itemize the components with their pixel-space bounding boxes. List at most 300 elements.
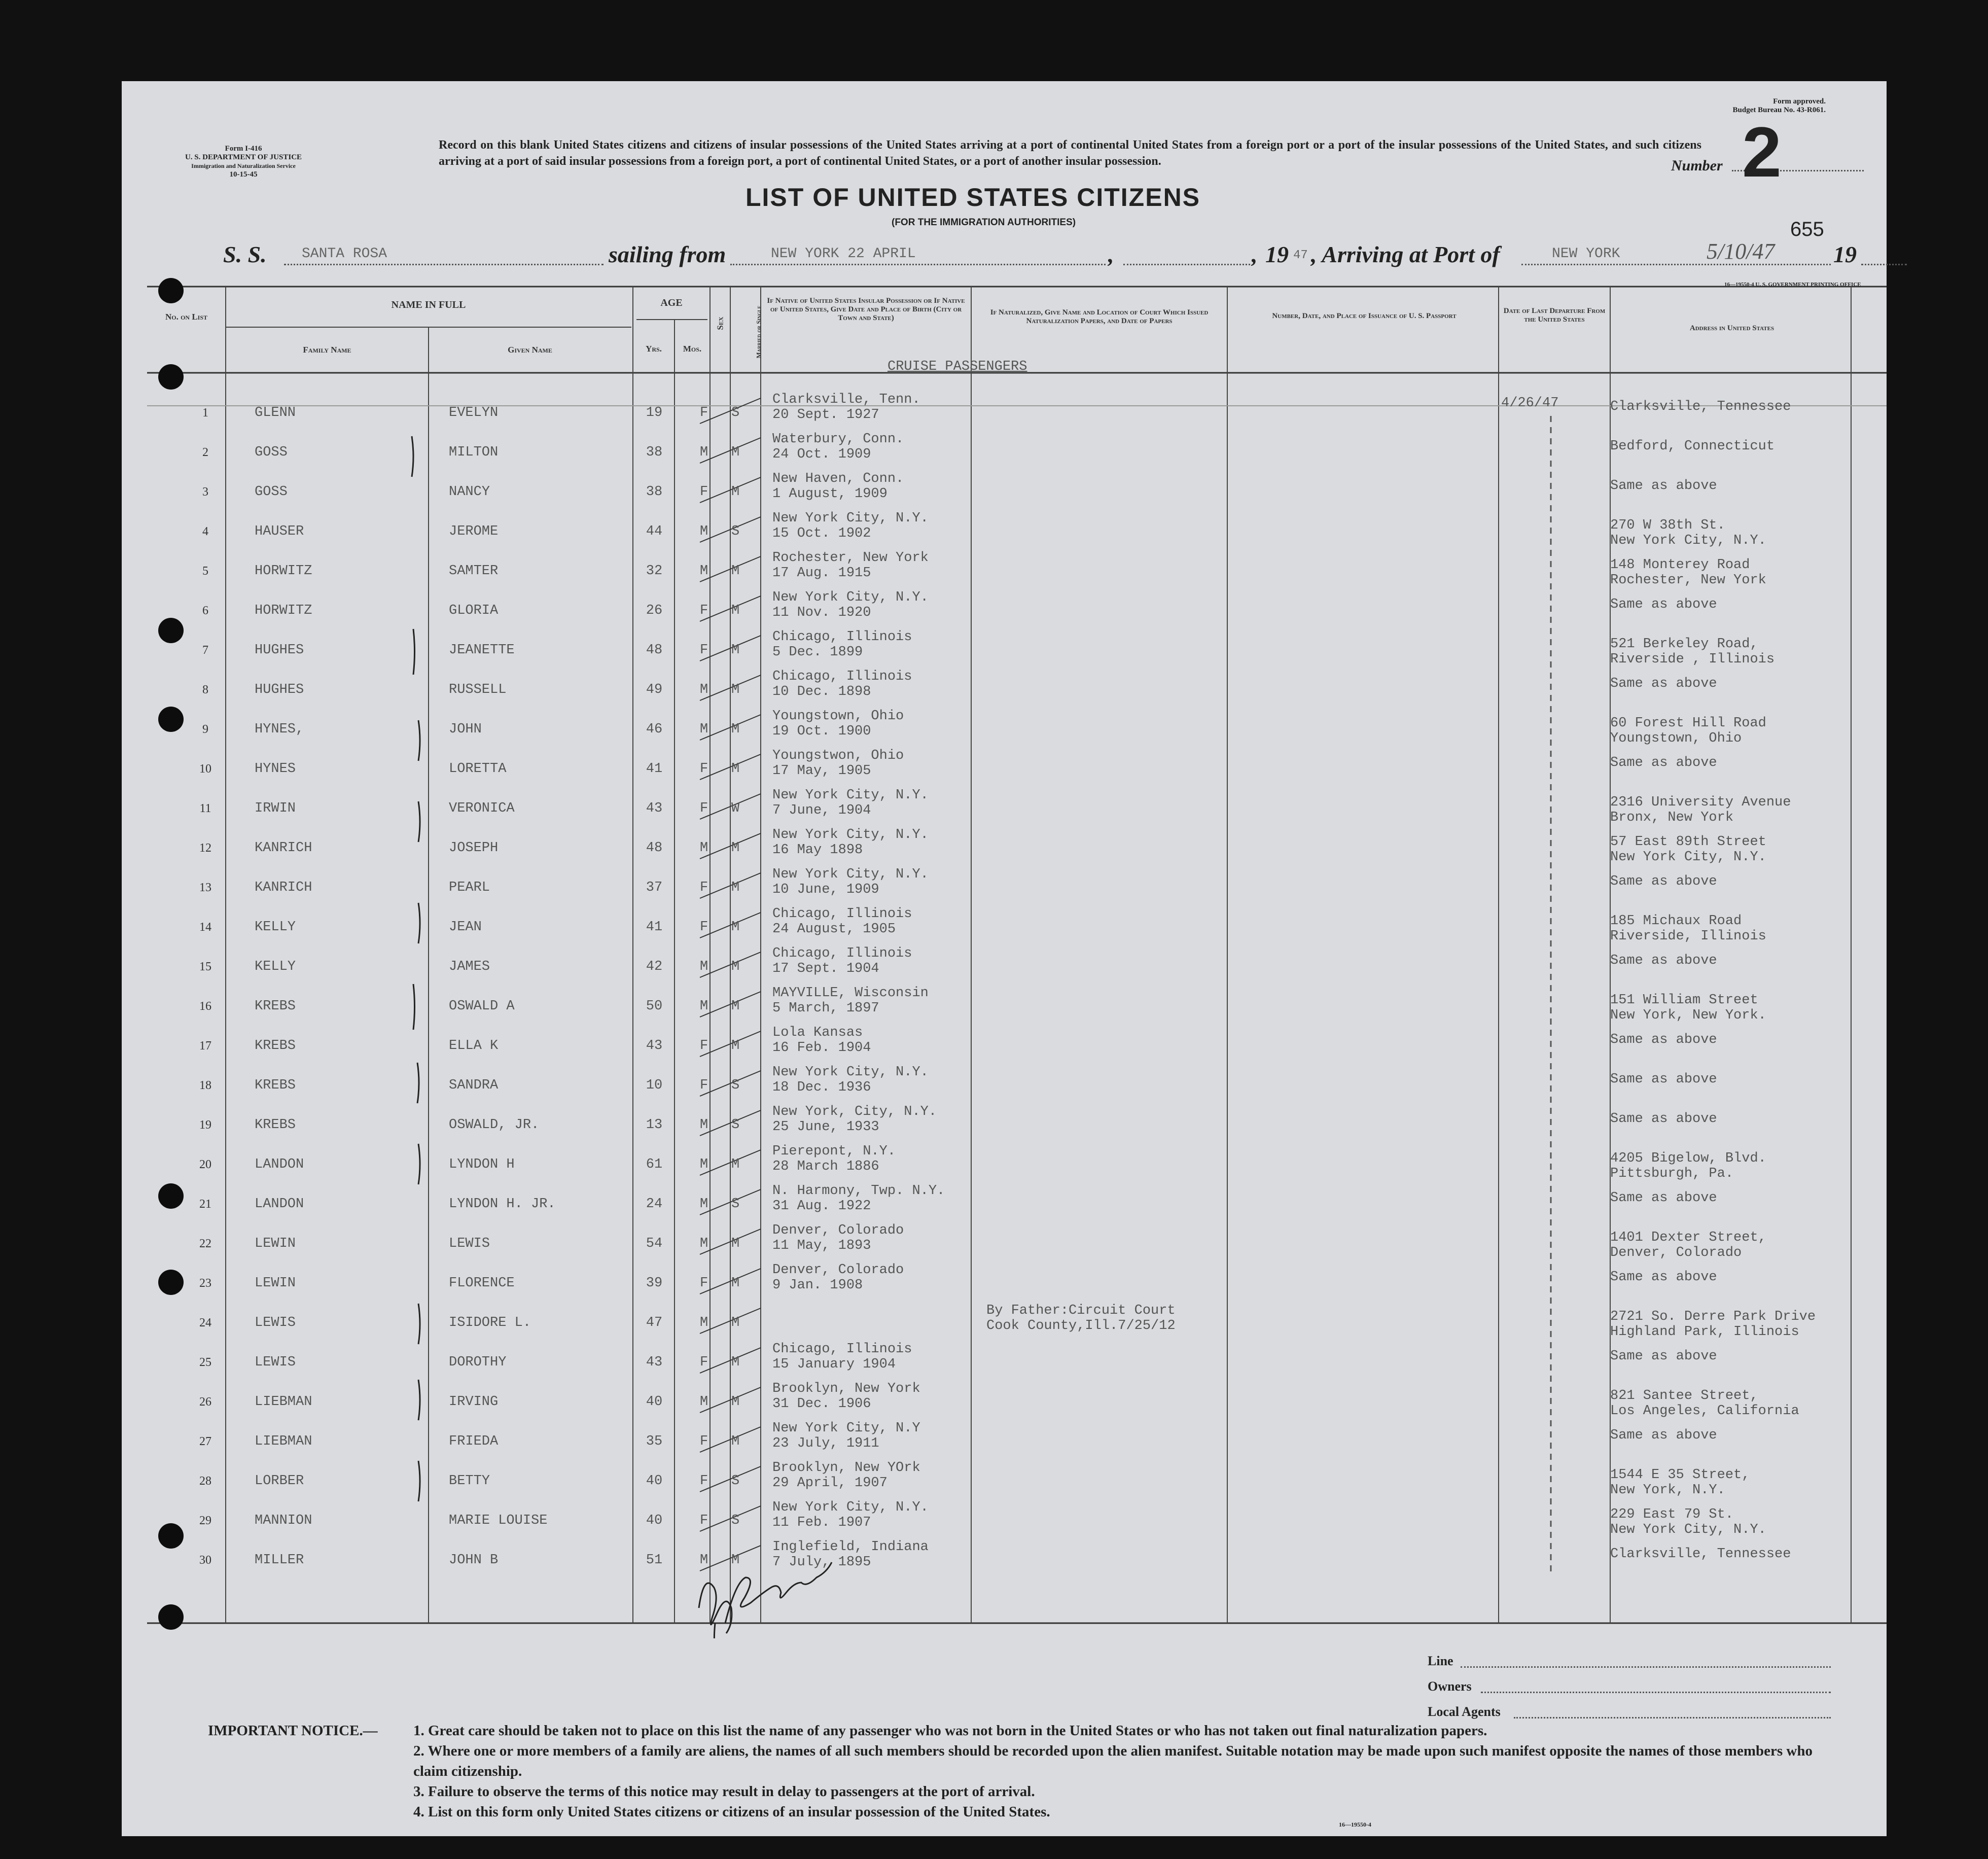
year-prefix: 19 — [1265, 241, 1289, 267]
birth-place: New York City, N.Y. — [772, 788, 929, 803]
birth-date: 17 May, 1905 — [772, 763, 871, 779]
age-years: 43 — [646, 1355, 663, 1370]
service: Immigration and Naturalization Service — [191, 162, 296, 169]
address-line-1: 151 William Street — [1610, 993, 1758, 1008]
sex: F — [700, 1038, 708, 1054]
age-years: 26 — [646, 603, 663, 618]
birth-date: 10 Dec. 1898 — [772, 684, 871, 699]
birth-date: 15 January 1904 — [772, 1357, 896, 1372]
birth-date: 16 Feb. 1904 — [772, 1040, 871, 1056]
marital-status: M — [731, 1236, 740, 1251]
age-years: 51 — [646, 1553, 663, 1568]
notice-heading: IMPORTANT NOTICE.— — [208, 1723, 378, 1739]
address-line-2: Rochester, New York — [1610, 573, 1766, 588]
birth-place: Chicago, Illinois — [772, 629, 912, 645]
age-years: 47 — [646, 1315, 663, 1330]
marital-status: M — [731, 445, 740, 460]
row-number: 16 — [199, 1000, 211, 1013]
marital-status: M — [731, 1157, 740, 1172]
last-departure-value: 4/26/47 — [1501, 396, 1559, 411]
birth-date: 25 June, 1933 — [772, 1119, 879, 1135]
binder-hole — [158, 618, 184, 643]
given-name: LYNDON H — [449, 1157, 515, 1172]
age-years: 19 — [646, 405, 663, 420]
sex: F — [700, 920, 708, 935]
binder-hole — [158, 1604, 184, 1630]
address-line-2: New York City, N.Y. — [1610, 1522, 1766, 1537]
address-line-1: 2721 So. Derre Park Drive — [1610, 1309, 1816, 1324]
address-line-1: 229 East 79 St. — [1610, 1507, 1734, 1522]
age-years: 46 — [646, 722, 663, 737]
birth-date: 31 Aug. 1922 — [772, 1199, 871, 1214]
birth-date: 1 August, 1909 — [772, 486, 888, 502]
marital-status: S — [731, 1474, 740, 1489]
address-line-1: 57 East 89th Street — [1610, 834, 1766, 850]
sex: F — [700, 1513, 708, 1528]
cruise-label: CRUISE PASSENGERS — [888, 359, 1027, 374]
birth-place: Brooklyn, New YOrk — [772, 1460, 920, 1476]
ship-name: SANTA ROSA — [302, 246, 387, 262]
row-number: 7 — [202, 644, 208, 657]
sex: F — [700, 1355, 708, 1370]
col-married-single: Married or Single — [755, 305, 763, 359]
col-yrs: Yrs. — [646, 344, 662, 354]
row-number: 2 — [202, 446, 208, 459]
birth-place: New York City, N.Y. — [772, 590, 929, 605]
sex: F — [700, 1276, 708, 1291]
address-line-2: Pittsburgh, Pa. — [1610, 1166, 1734, 1181]
birth-date: 5 March, 1897 — [772, 1001, 879, 1016]
age-years: 38 — [646, 445, 663, 460]
sex: M — [700, 959, 708, 974]
given-name: LORETTA — [449, 761, 507, 777]
family-name: LIEBMAN — [255, 1434, 312, 1449]
binder-hole — [158, 278, 184, 303]
department: U. S. DEPARTMENT OF JUSTICE — [185, 153, 302, 161]
address-line-2: Riverside , Illinois — [1610, 652, 1775, 667]
col-passport: Number, Date, and Place of Issuance of U. S. Passport — [1272, 312, 1457, 320]
age-years: 13 — [646, 1117, 663, 1133]
address-line-2: Denver, Colorado — [1610, 1245, 1742, 1260]
given-name: JAMES — [449, 959, 490, 974]
printing-office: 16—19550-4 U. S. GOVERNMENT PRINTING OFFICE — [1724, 282, 1861, 288]
birth-place: New Haven, Conn. — [772, 471, 904, 486]
sex: F — [700, 761, 708, 777]
address-line-1: 4205 Bigelow, Blvd. — [1610, 1151, 1766, 1166]
family-name: KREBS — [255, 1078, 296, 1093]
birth-place: Rochester, New York — [772, 550, 929, 566]
birth-place: New York City, N.Y. — [772, 1065, 929, 1080]
row-number: 27 — [199, 1435, 211, 1448]
birth-date: 20 Sept. 1927 — [772, 407, 879, 423]
birth-place: Clarksville, Tenn. — [772, 392, 920, 407]
marital-status: M — [731, 603, 740, 618]
row-number: 12 — [199, 841, 211, 855]
binder-hole — [158, 1523, 184, 1549]
birth-date: 16 May 1898 — [772, 843, 863, 858]
sex: F — [700, 1434, 708, 1449]
family-name: LIEBMAN — [255, 1394, 312, 1410]
address-line-1: 1544 E 35 Street, — [1610, 1467, 1750, 1483]
sex: F — [700, 643, 708, 658]
address-line-1: Same as above — [1610, 1428, 1717, 1443]
given-name: OSWALD, JR. — [449, 1117, 540, 1133]
marital-status: M — [731, 1355, 740, 1370]
row-number: 25 — [199, 1356, 211, 1369]
address-line-1: 1401 Dexter Street, — [1610, 1230, 1766, 1245]
marital-status: M — [731, 484, 740, 500]
given-name: OSWALD A — [449, 999, 515, 1014]
birth-place: Chicago, Illinois — [772, 669, 912, 684]
family-name: KREBS — [255, 1117, 296, 1133]
marital-status: M — [731, 564, 740, 579]
notice-2: 2. Where one or more members of a family are aliens, the names of all such members should be recorded upon the alien manifest. Suitable notation may be made upon such manifest opposite the names of those members who claim citizenship. — [413, 1743, 1813, 1779]
age-years: 10 — [646, 1078, 663, 1093]
page-number: 2 — [1742, 112, 1782, 192]
marital-status: W — [731, 801, 740, 816]
family-name: MANNION — [255, 1513, 312, 1528]
marital-status: M — [731, 643, 740, 658]
birth-place: Chicago, Illinois — [772, 1342, 912, 1357]
row-number: 30 — [199, 1554, 211, 1567]
row-number: 13 — [199, 881, 211, 894]
family-name: HORWITZ — [255, 564, 312, 579]
given-name: GLORIA — [449, 603, 499, 618]
col-naturalized: If Naturalized, Give Name and Location of Court Which Issued Naturalization Papers, and Date of Papers — [990, 308, 1209, 325]
ss-label: S. S. — [223, 241, 267, 267]
address-line-1: 148 Monterey Road — [1610, 557, 1750, 573]
row-number: 20 — [199, 1158, 211, 1171]
birth-place: Inglefield, Indiana — [772, 1539, 929, 1555]
sex: F — [700, 1474, 708, 1489]
age-years: 49 — [646, 682, 663, 697]
family-name: HUGHES — [255, 682, 304, 697]
marital-status: M — [731, 1315, 740, 1330]
address-line-2: New York City, N.Y. — [1610, 850, 1766, 865]
birth-place: Chicago, Illinois — [772, 906, 912, 922]
given-name: SAMTER — [449, 564, 499, 579]
given-name: JOSEPH — [449, 840, 499, 856]
age-years: 39 — [646, 1276, 663, 1291]
sailing-label: sailing from — [609, 241, 726, 267]
address-line-1: 2316 University Avenue — [1610, 795, 1791, 810]
address-line-1: 185 Michaux Road — [1610, 914, 1742, 929]
address-line-1: Same as above — [1610, 1032, 1717, 1047]
marital-status: M — [731, 1434, 740, 1449]
birth-date: 11 May, 1893 — [772, 1238, 871, 1253]
address-line-2: Los Angeles, California — [1610, 1404, 1799, 1419]
family-name: LEWIS — [255, 1355, 296, 1370]
birth-place: Waterbury, Conn. — [772, 432, 904, 447]
sex: F — [700, 880, 708, 895]
age-years: 40 — [646, 1394, 663, 1410]
given-name: IRVING — [449, 1394, 499, 1410]
owners-label: Owners — [1428, 1679, 1472, 1694]
address-line-1: Same as above — [1610, 874, 1717, 889]
given-name: MILTON — [449, 445, 499, 460]
age-years: 37 — [646, 880, 663, 895]
family-name: LORBER — [255, 1474, 304, 1489]
col-given-name: Given Name — [508, 345, 552, 355]
birth-place: MAYVILLE, Wisconsin — [772, 986, 929, 1001]
family-name: LANDON — [255, 1157, 304, 1172]
given-name: VERONICA — [449, 801, 515, 816]
address-line-2: New York, New York. — [1610, 1008, 1766, 1023]
marital-status: M — [731, 1553, 740, 1568]
birth-date: 11 Feb. 1907 — [772, 1515, 871, 1530]
sex: M — [700, 1553, 708, 1568]
page-subtitle: (FOR THE IMMIGRATION AUTHORITIES) — [892, 217, 1076, 228]
sex: M — [700, 999, 708, 1014]
agents-label: Local Agents — [1428, 1704, 1501, 1719]
marital-status: M — [731, 1394, 740, 1410]
col-address: Address in United States — [1689, 324, 1774, 332]
family-name: HORWITZ — [255, 603, 312, 618]
address-line-1: Same as above — [1610, 597, 1717, 612]
sex: M — [700, 1315, 708, 1330]
birth-date: 11 Nov. 1920 — [772, 605, 871, 620]
binder-hole — [158, 364, 184, 390]
row-number: 19 — [199, 1118, 211, 1132]
birth-date: 28 March 1886 — [772, 1159, 879, 1174]
row-number: 22 — [199, 1237, 211, 1250]
address-line-1: Same as above — [1610, 676, 1717, 691]
row-number: 26 — [199, 1395, 211, 1409]
given-name: EVELYN — [449, 405, 499, 420]
given-name: LYNDON H. JR. — [449, 1197, 556, 1212]
marital-status: S — [731, 524, 740, 539]
marital-status: M — [731, 840, 740, 856]
given-name: ISIDORE L. — [449, 1315, 531, 1330]
page-stamp: 655 — [1790, 218, 1824, 240]
sex: M — [700, 722, 708, 737]
sex: M — [700, 1117, 708, 1133]
address-line-2: New York City, N.Y. — [1610, 533, 1766, 548]
address-line-1: 521 Berkeley Road, — [1610, 637, 1758, 652]
manifest-sheet: Form I-416 U. S. DEPARTMENT OF JUSTICE Immigration and Naturalization Service 10-15-45 Record on this blank United States citizens and citizens of insular possessions of the United States arriving at a port of continental United States from a foreign port or a port of the insular possessions of the United States, and such citizens arriving at a port of said insular possessions from a foreign port, a port of continental United States, or a port of another insular possession. Form approved. Budget Bureau No. 43-R061. Number 2 LIST OF UNITED STATES CITIZENS (FOR THE IMMIGRATION AUTHORITIES) 655 S. S. SANTA ROSA sailing from NEW YORK 22 APRIL , , 19 47 , Arriving at Port of NEW YORK 5/10/47 19 16—19550-4 U. S. GOVERNMENT PRINTING OFFICE No. on List NAME IN FULL Family Name Given Name AGE Yrs. Mos. Sex Married or Single If Native of United States Insular Possession or If Native of United States, Give Date and Place of Birth (City or Town and State) If Naturalized, Give Name and Location of Court Which Issued Naturalization Papers, and Date of Papers Number, Date, and Place of Issuance of U. S. Passport Date of Last Departure From the United States Address in United States CRUISE PASSENGERS 4/26/47 1 GLENN EVELYN 19 F S Clarksville, Tenn. 20 Sept. 1927 Clarksville, Tennessee 2 GOSS MILTON 38 M M Waterbury, Conn. 24 Oct. 1909 Bedford, Connecticut 3 GOSS NANCY 38 F M New Haven, Conn. 1 August, 1909 Same as above 4 HAUSER JEROME 44 M S New York City, N.Y. 15 Oct. 1902 270 W 38th St. New York City, N.Y. 5 HORWITZ SAMTER 32 M M Rochester, New York 17 Aug. 1915 148 Monterey Road Rochester, New York 6 HORWITZ GLORIA 26 F M New York City, N.Y. 11 Nov. 1920 Same as above 7 HUGHES JEANETTE 48 F M Chicago, Illinois 5 Dec. 1899 521 Berkeley Road, Riverside , Illinois 8 HUGHES RUSSELL 49 M M Chicago, Illinois 10 Dec. 1898 Same as above 9 HYNES, JOHN 46 M M Youngstown, Ohio 19 Oct. 1900 60 Forest Hill Road Youngstown, Ohio 10 HYNES LORETTA 41 F M Youngstwon, Ohio 17 May, 1905 Same as above 11 IRWIN VERONICA 43 F W New York City, N.Y. 7 June, 1904 2316 University Avenue Bronx, New York 12 KANRICH JOSEPH 48 M M New York City, N.Y. 16 May 1898 57 East 89th Street New York City, N.Y. 13 KANRICH PEARL 37 F M New York City, N.Y. 10 June, 1909 Same as above 14 KELLY JEAN 41 F M Chicago, Illinois 24 August, 1905 185 Michaux Road Riverside, Illinois 15 KELLY JAMES 42 M M Chicago, Illinois 17 Sept. 1904 Same as above 16 KREBS OSWALD A 50 M M MAYVILLE, Wisconsin 5 March, 1897 151 William Street New York, New York. 17 KREBS ELLA K 43 F M Lola Kansas 16 Feb. 1904 Same as above 18 KREBS SANDRA 10 F S New York City, N.Y. 18 Dec. 1936 Same as above 19 KREBS OSWALD, JR. 13 M S New York, City, N.Y. 25 June, 1933 Same as above 20 LANDON LYNDON H 61 M M Pierepont, N.Y. 28 March 1886 4205 Bigelow, Blvd. Pittsburgh, Pa. 21 LANDON LYNDON H. JR. 24 M S N. Harmony, Twp. N.Y. 31 Aug. 1922 Same as above 22 LEWIN LEWIS 54 M M Denver, Colorado 11 May, 1893 1401 Dexter Street, Denver, Colorado 23 LEWIN FLORENCE 39 F M Denver, Colorado 9 Jan. 1908 Same as above 24 LEWIS ISIDORE L. 47 M M 2721 So. Derre Park Drive Highland Park, Illinois By Father:Circuit Court Cook County,Ill.7/25/12 25 LEWIS DOROTHY 43 F M Chicago, Illinois 15 January 1904 Same as above 26 LIEBMAN IRVING 40 M M Brooklyn, New York 31 Dec. 1906 821 Santee Street, Los Angeles, California 27 LIEBMAN FRIEDA 35 F M New York City, N.Y 23 July, 1911 Same as above 28 LORBER BETTY 40 F S Brooklyn, New YOrk 29 April, 1907 1544 E 35 Street, New York, N.Y. 29 MANNION MARIE LOUISE 40 F S New York City, N.Y. 11 Feb. 1907 229 East 79 St. New York City, N.Y. 30 MILLER JOHN B 51 M M Inglefield, Indiana 7 July, 1895 Clarksville, Tennessee Line Owners Local Agents IMPORTANT NOTICE.— 1. Great care should be taken not to place on this list the name of any passenger who was not born in the United States or who has not taken out final naturalization papers. 2. Where one or more members of a family are aliens, the names of all such members should be recorded upon the alien manifest. Suitable notation may be made upon such manifest opposite the names of those members who claim citizenship. 3. Failure to observe the terms of this notice may result in delay to passengers at the port of arrival. 4. List on this form only United States citizens or citizens of an insular possession of the United States. 16—19550-4 — [122, 81, 1887, 1836]
marital-status: M — [731, 1038, 740, 1054]
arrival-port: NEW YORK — [1552, 246, 1620, 262]
given-name: LEWIS — [449, 1236, 490, 1251]
family-name: LEWIN — [255, 1236, 296, 1251]
given-name: ELLA K — [449, 1038, 499, 1054]
address-line-1: Same as above — [1610, 755, 1717, 770]
owners-underline — [1481, 1692, 1831, 1693]
given-name: NANCY — [449, 484, 490, 500]
birth-place: New York City, N.Y. — [772, 1500, 929, 1515]
marital-status: S — [731, 1513, 740, 1528]
birth-place: Denver, Colorado — [772, 1262, 904, 1278]
marital-status: M — [731, 1276, 740, 1291]
birth-place: Chicago, Illinois — [772, 946, 912, 961]
given-name: JOHN B — [449, 1553, 499, 1568]
birth-date: 17 Aug. 1915 — [772, 566, 871, 581]
row-number: 6 — [202, 604, 208, 617]
row-number: 1 — [202, 406, 208, 419]
family-name: KANRICH — [255, 840, 312, 856]
address-line-1: 60 Forest Hill Road — [1610, 716, 1766, 731]
record-instructions: Record on this blank United States citizens and citizens of insular possessions of the United States arriving at a port of continental United States from a foreign port or a port of the insular possessions of the United States, and such citizens arriving at a port of said insular possessions from a foreign port, a port of continental United States, or a port of another insular possession. — [439, 138, 1701, 168]
arriving-label: , Arriving at Port of — [1311, 241, 1500, 267]
binder-hole — [158, 1183, 184, 1209]
row-number: 11 — [199, 802, 211, 815]
sex: M — [700, 1394, 708, 1410]
age-years: 38 — [646, 484, 663, 500]
row-number: 5 — [202, 565, 208, 578]
agents-underline — [1514, 1717, 1831, 1718]
notice-1: 1. Great care should be taken not to place on this list the name of any passenger who was not born in the United States or who has not taken out final naturalization papers. — [413, 1723, 1487, 1739]
family-name: LANDON — [255, 1197, 304, 1212]
address-line-1: Same as above — [1610, 478, 1717, 494]
birth-date: 31 Dec. 1906 — [772, 1396, 871, 1412]
address-line-2: Highland Park, Illinois — [1610, 1324, 1799, 1340]
given-name: JEAN — [449, 920, 482, 935]
approved-line-2: Budget Bureau No. 43-R061. — [1732, 106, 1826, 114]
family-name: KREBS — [255, 999, 296, 1014]
family-name: LEWIS — [255, 1315, 296, 1330]
birth-place: New York City, N.Y. — [772, 511, 929, 526]
family-name: HYNES — [255, 761, 296, 777]
given-name: SANDRA — [449, 1078, 499, 1093]
age-years: 43 — [646, 801, 663, 816]
sex: M — [700, 564, 708, 579]
row-number: 29 — [199, 1514, 211, 1527]
approved-line-1: Form approved. — [1773, 97, 1826, 106]
birth-date: 7 June, 1904 — [772, 803, 871, 818]
year-suffix: 47 — [1293, 249, 1308, 262]
birth-date: 15 Oct. 1902 — [772, 526, 871, 541]
birth-date: 9 Jan. 1908 — [772, 1278, 863, 1293]
marital-status: S — [731, 1117, 740, 1133]
col-sex: Sex — [715, 317, 725, 330]
from-place: NEW YORK 22 APRIL — [771, 246, 916, 262]
sex: M — [700, 1236, 708, 1251]
marital-status: S — [731, 1197, 740, 1212]
birth-date: 18 Dec. 1936 — [772, 1080, 871, 1095]
row-number: 10 — [199, 762, 211, 776]
given-name: FRIEDA — [449, 1434, 499, 1449]
address-line-1: Same as above — [1610, 1111, 1717, 1127]
family-name: LEWIN — [255, 1276, 296, 1291]
age-years: 35 — [646, 1434, 663, 1449]
sex: F — [700, 1078, 708, 1093]
marital-status: M — [731, 999, 740, 1014]
row-number: 4 — [202, 525, 208, 538]
address-line-1: Same as above — [1610, 1190, 1717, 1206]
birth-date: 24 Oct. 1909 — [772, 447, 871, 462]
row-number: 3 — [202, 485, 208, 499]
col-no-on-list: No. on List — [165, 312, 208, 322]
age-years: 54 — [646, 1236, 663, 1251]
sex: F — [700, 801, 708, 816]
col-mos: Mos. — [683, 344, 702, 354]
sex: F — [700, 484, 708, 500]
birth-place: Pierepont, N.Y. — [772, 1144, 896, 1159]
col-last-departure: Date of Last Departure From the United States — [1503, 307, 1606, 324]
sex: M — [700, 1197, 708, 1212]
age-years: 40 — [646, 1513, 663, 1528]
birth-place: Youngstown, Ohio — [772, 709, 904, 724]
given-name: DOROTHY — [449, 1355, 507, 1370]
marital-status: S — [731, 1078, 740, 1093]
given-name: JEANETTE — [449, 643, 515, 658]
family-name: KELLY — [255, 959, 296, 974]
row-number: 8 — [202, 683, 208, 696]
row-number: 24 — [199, 1316, 211, 1329]
age-years: 48 — [646, 643, 663, 658]
sex: F — [700, 405, 708, 420]
footer-code: 16—19550-4 — [1339, 1821, 1371, 1828]
col-family-name: Family Name — [303, 345, 351, 355]
family-name: KANRICH — [255, 880, 312, 895]
birth-place: Lola Kansas — [772, 1025, 863, 1040]
age-years: 42 — [646, 959, 663, 974]
given-name: JOHN — [449, 722, 482, 737]
form-date: 10-15-45 — [229, 170, 258, 179]
given-name: BETTY — [449, 1474, 490, 1489]
birth-date: 24 August, 1905 — [772, 922, 896, 937]
birth-date: 23 July, 1911 — [772, 1436, 879, 1451]
binder-hole — [158, 707, 184, 732]
row-number: 9 — [202, 723, 208, 736]
age-years: 44 — [646, 524, 663, 539]
family-name: GOSS — [255, 484, 288, 500]
family-name: IRWIN — [255, 801, 296, 816]
row-number: 28 — [199, 1475, 211, 1488]
address-line-1: Same as above — [1610, 953, 1717, 968]
birth-place: Denver, Colorado — [772, 1223, 904, 1238]
sex: F — [700, 603, 708, 618]
given-name: RUSSELL — [449, 682, 507, 697]
address-line-2: Riverside, Illinois — [1610, 929, 1766, 944]
age-years: 41 — [646, 761, 663, 777]
sex: M — [700, 524, 708, 539]
marital-status: M — [731, 880, 740, 895]
form-id: Form I-416 — [225, 145, 262, 153]
family-name: HUGHES — [255, 643, 304, 658]
birth-date: 5 Dec. 1899 — [772, 645, 863, 660]
birth-date: 17 Sept. 1904 — [772, 961, 879, 976]
notice-3: 3. Failure to observe the terms of this notice may result in delay to passengers at the port of arrival. — [413, 1783, 1035, 1800]
address-line-1: Same as above — [1610, 1349, 1717, 1364]
given-name: FLORENCE — [449, 1276, 515, 1291]
naturalization-date: Cook County,Ill.7/25/12 — [986, 1318, 1176, 1334]
marital-status: M — [731, 959, 740, 974]
row-number: 18 — [199, 1079, 211, 1092]
birth-place: N. Harmony, Twp. N.Y. — [772, 1183, 945, 1199]
family-name: KELLY — [255, 920, 296, 935]
address-line-1: Same as above — [1610, 1072, 1717, 1087]
row-number: 21 — [199, 1198, 211, 1211]
col-name-in-full: NAME IN FULL — [391, 299, 466, 310]
line-underline — [1461, 1666, 1831, 1668]
birth-place: New York City, N.Y. — [772, 827, 929, 843]
address-line-1: Clarksville, Tennessee — [1610, 399, 1791, 414]
binder-hole — [158, 1270, 184, 1295]
row-number: 14 — [199, 921, 211, 934]
birth-date: 29 April, 1907 — [772, 1476, 888, 1491]
given-name: PEARL — [449, 880, 490, 895]
signature — [685, 1547, 867, 1638]
row-number: 15 — [199, 960, 211, 973]
age-years: 48 — [646, 840, 663, 856]
given-name: MARIE LOUISE — [449, 1513, 548, 1528]
birth-place: Youngstwon, Ohio — [772, 748, 904, 763]
family-name: HYNES, — [255, 722, 304, 737]
col-age: AGE — [660, 297, 683, 308]
birth-place: New York, City, N.Y. — [772, 1104, 937, 1119]
marital-status: M — [731, 920, 740, 935]
